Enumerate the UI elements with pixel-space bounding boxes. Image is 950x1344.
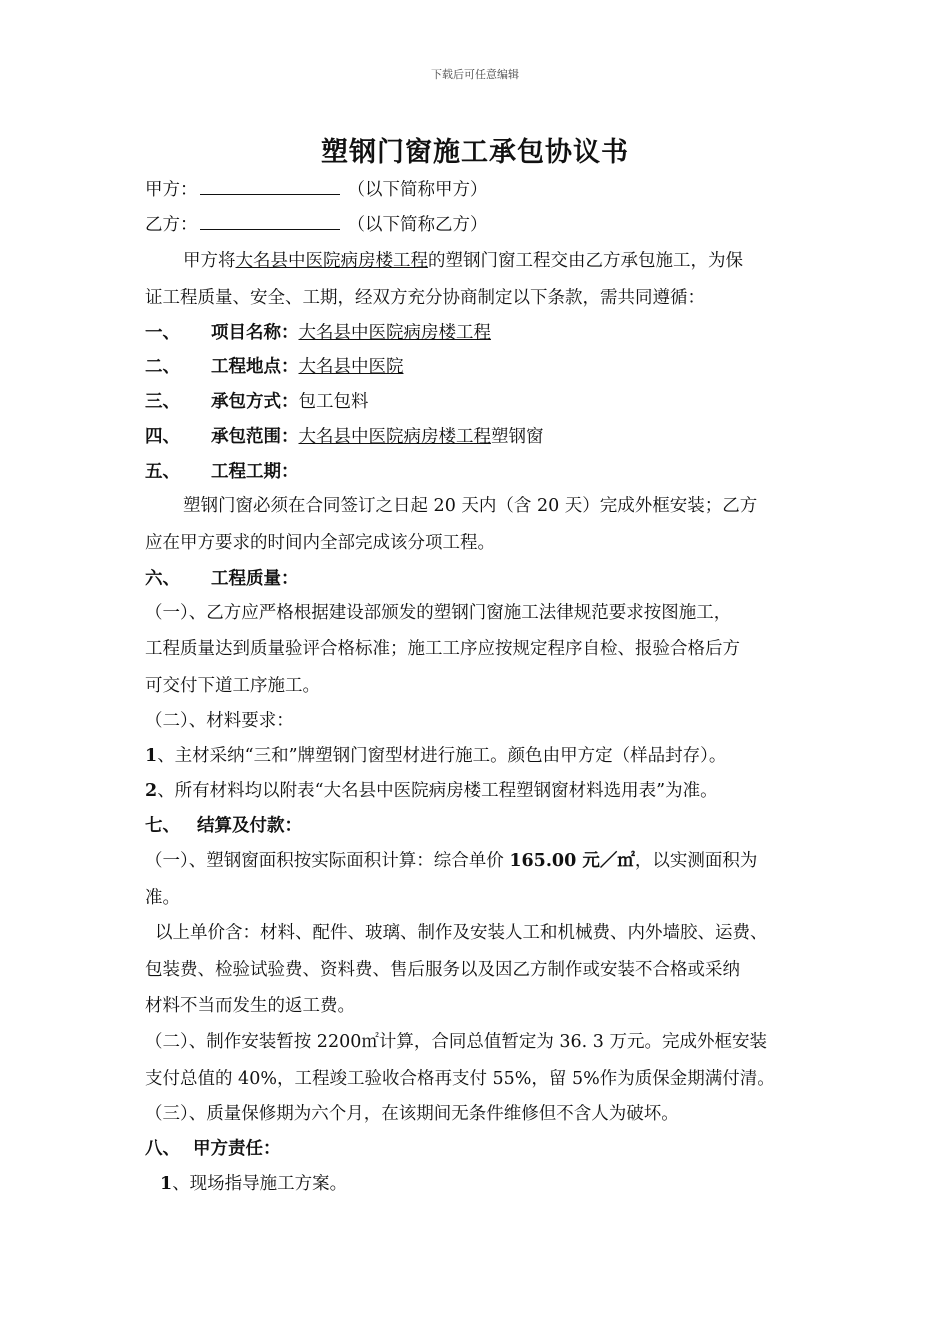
party-b-note: （以下简称乙方）	[347, 215, 488, 235]
party-a-label: 甲方：	[145, 180, 198, 200]
clause-text: （一）、塑钢窗面积按实际面积计算：综合单价	[145, 851, 510, 871]
schedule-paragraph-2: 应在甲方要求的时间内全部完成该分项工程。	[145, 533, 495, 553]
item-number: 1	[160, 1174, 173, 1194]
header-note: 下载后可任意编辑	[431, 68, 519, 81]
payment-clause-1-line-2: 准。	[145, 888, 180, 908]
materials-heading: （二）、材料要求：	[145, 711, 294, 731]
party-b-line	[145, 211, 488, 236]
section-label: 承包范围：	[211, 427, 299, 447]
section-4	[145, 423, 544, 448]
intro-text: 甲方将	[183, 251, 236, 271]
price-includes-line-3: 材料不当而发生的返工费。	[145, 996, 355, 1016]
payment-clause-2-line-2: 支付总值的 40%，工程竣工验收合格再支付 55%，留 5%作为质保金期满付清。	[145, 1069, 775, 1089]
item-number: 1	[145, 746, 158, 766]
item-text: 、主材采纳“三和”牌塑钢门窗型材进行施工。颜色由甲方定（样品封存）。	[157, 746, 727, 766]
section-8	[145, 1135, 281, 1160]
intro-text: 的塑钢门窗工程交由乙方承包施工，为保	[428, 251, 743, 271]
intro-line-1	[183, 247, 743, 272]
section-5	[145, 458, 299, 483]
payment-clause-2-line-1: （二）、制作安装暂按 2200㎡计算，合同总值暂定为 36. 3 万元。完成外框安装	[145, 1032, 767, 1052]
section-number: 五、	[145, 462, 180, 482]
price-includes-line-1: 以上单价含：材料、配件、玻璃、制作及安装人工和机械费、内外墙胶、运费、	[155, 923, 768, 943]
section-7	[145, 812, 302, 837]
unit-price: 165.00 元／㎡	[509, 851, 635, 871]
section-number: 八、	[145, 1139, 180, 1159]
clause-text: ，以实测面积为	[634, 851, 758, 871]
section-number: 七、	[145, 816, 180, 836]
item-text: 、现场指导施工方案。	[172, 1174, 348, 1194]
section-label: 工程工期：	[211, 462, 299, 482]
party-b-label: 乙方：	[145, 215, 198, 235]
price-includes-line-2: 包装费、检验试验费、资料费、售后服务以及因乙方制作或安装不合格或采纳	[145, 960, 740, 980]
project-name-value: 大名县中医院病房楼工程	[298, 323, 491, 343]
party-a-duty-1	[160, 1170, 347, 1195]
intro-line-2: 证工程质量、安全、工期，经双方充分协商制定以下条款，需共同遵循：	[145, 288, 705, 308]
project-location-value: 大名县中医院	[298, 357, 404, 377]
party-a-note: （以下简称甲方）	[347, 180, 488, 200]
scope-value: 大名县中医院病房楼工程	[298, 427, 491, 447]
section-number: 四、	[145, 427, 180, 447]
section-label: 结算及付款：	[197, 816, 302, 836]
section-number: 一、	[145, 323, 180, 343]
schedule-paragraph-1: 塑钢门窗必须在合同签订之日起 20 天内（含 20 天）完成外框安装；乙方	[183, 496, 758, 516]
document-title: 塑钢门窗施工承包协议书	[321, 137, 629, 168]
intro-project-name: 大名县中医院病房楼工程	[235, 251, 428, 271]
item-text: 、所有材料均以附表“大名县中医院病房楼工程塑钢窗材料选用表”为准。	[157, 781, 718, 801]
section-3	[145, 388, 369, 413]
section-label: 承包方式：	[211, 392, 299, 412]
materials-item-2	[145, 777, 718, 802]
section-2	[145, 353, 404, 378]
section-6	[145, 565, 299, 590]
section-label: 工程地点：	[211, 357, 299, 377]
section-1	[145, 319, 491, 344]
contract-mode-value: 包工包料	[298, 392, 369, 412]
section-number: 六、	[145, 569, 180, 589]
section-number: 二、	[145, 357, 180, 377]
section-number: 三、	[145, 392, 180, 412]
party-b-blank	[200, 215, 340, 230]
materials-item-1	[145, 742, 726, 767]
scope-suffix: 塑钢窗	[491, 427, 544, 447]
quality-clause-1-line-1: （一）、乙方应严格根据建设部颁发的塑钢门窗施工法律规范要求按图施工，	[145, 603, 732, 623]
party-a-blank	[200, 180, 340, 195]
payment-clause-1-line-1	[145, 847, 757, 872]
warranty-clause: （三）、质量保修期为六个月，在该期间无条件维修但不含人为破坏。	[145, 1104, 679, 1124]
section-label: 工程质量：	[211, 569, 299, 589]
quality-clause-1-line-3: 可交付下道工序施工。	[145, 676, 320, 696]
item-number: 2	[145, 781, 158, 801]
section-label: 项目名称：	[211, 323, 299, 343]
quality-clause-1-line-2: 工程质量达到质量验评合格标准；施工工序应按规定程序自检、报验合格后方	[145, 639, 740, 659]
party-a-line	[145, 176, 488, 201]
section-label: 甲方责任：	[193, 1139, 281, 1159]
